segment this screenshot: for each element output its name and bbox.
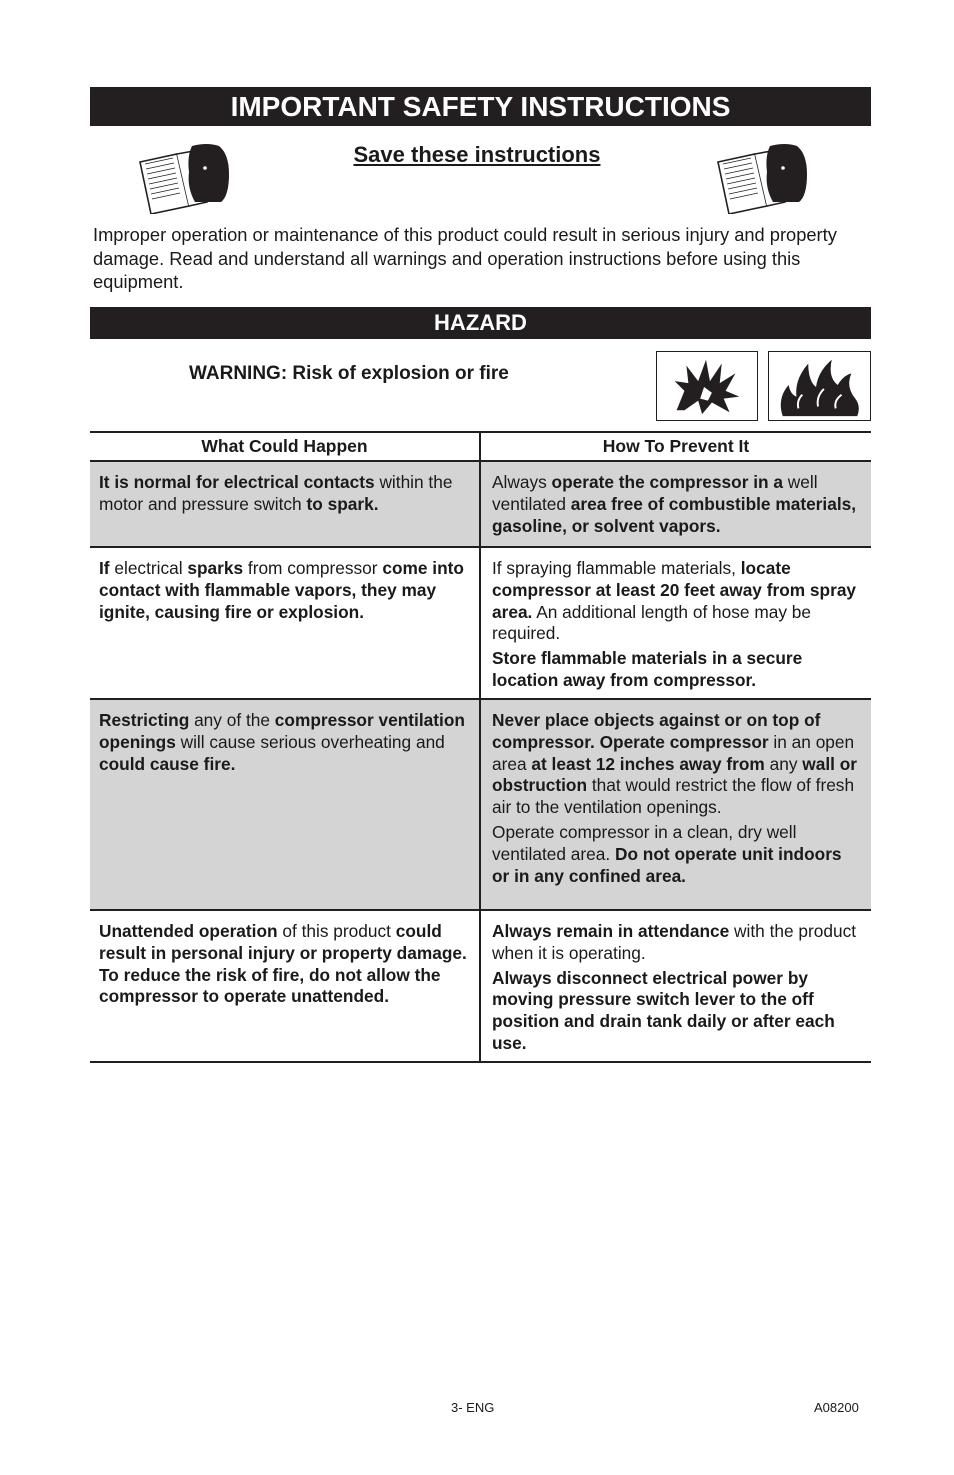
bold-text: compressor ventilation openings	[99, 710, 465, 752]
bold-text: to spark.	[306, 493, 379, 514]
how-to-prevent-cell	[480, 910, 871, 1062]
text: Operate compressor in a clean, dry well ventilated area.	[492, 821, 797, 864]
what-could-happen-cell	[90, 699, 480, 910]
text: An additional length of hose may be required.	[492, 601, 811, 644]
what-could-happen-cell	[90, 461, 480, 547]
hazard-table	[90, 431, 871, 1063]
cell-paragraph	[99, 472, 470, 516]
read-manual-icon	[715, 140, 809, 214]
bold-text: Store flammable materials in a secure location away from compressor.	[492, 648, 803, 690]
bold-text: Unattended operation	[99, 921, 278, 941]
how-to-prevent-cell	[480, 699, 871, 910]
text: any of the	[189, 710, 275, 730]
cell-paragraph	[492, 472, 862, 537]
cell-paragraph	[492, 648, 862, 692]
table-row	[90, 699, 871, 910]
cell-paragraph	[99, 710, 470, 775]
table-header-row	[90, 432, 871, 461]
flame-icon	[768, 351, 871, 421]
text: with the product when it is operating.	[492, 921, 857, 963]
text: If spraying flammable materials,	[492, 558, 741, 578]
explosion-icon	[656, 351, 758, 421]
hazard-banner: HAZARD	[90, 307, 871, 339]
page-number: 3- ENG	[451, 1400, 495, 1415]
save-instructions-heading: Save these instructions	[353, 142, 601, 167]
table-row	[90, 461, 871, 547]
bold-text: Restricting	[99, 710, 190, 730]
text: from compressor	[243, 558, 383, 578]
cell-paragraph	[492, 558, 862, 645]
bold-text: Never place objects against or on top of compressor. Operate compressor	[492, 710, 821, 752]
how-to-prevent-cell	[480, 461, 871, 547]
bold-text: at least 12 inches away from	[531, 753, 765, 774]
table-row	[90, 547, 871, 699]
table-row	[90, 910, 871, 1062]
page-title: IMPORTANT SAFETY INSTRUCTIONS	[90, 87, 871, 126]
text: of this product	[277, 921, 396, 941]
bold-text: sparks	[187, 558, 244, 578]
cell-paragraph	[99, 558, 470, 623]
cell-paragraph	[492, 710, 862, 819]
cell-paragraph	[492, 822, 862, 887]
cell-paragraph	[492, 921, 862, 965]
bold-text: area free of combustible materials, gasoline, or solvent vapors.	[492, 493, 857, 536]
bold-text: wall or obstruction	[492, 753, 858, 796]
bold-text: locate compressor at least 20 feet away from spray area.	[492, 558, 857, 622]
text: electrical	[109, 558, 188, 578]
text: Always	[492, 472, 552, 492]
document-code: A08200	[814, 1400, 859, 1415]
what-could-happen-cell	[90, 547, 480, 699]
bold-text: If	[99, 558, 110, 578]
bold-text: Do not operate unit indoors or in any confined area.	[492, 843, 842, 886]
bold-text: operate the compressor in a	[551, 472, 783, 492]
text: will cause serious overheating and	[175, 731, 445, 752]
bold-text: come into contact with flammable vapors, they may ignite, causing fire or explosion.	[99, 558, 464, 622]
intro-paragraph: Improper operation or maintenance of this product could result in serious injury and property damage. Read and understand all warnings and operation instructions before using this equipment.	[93, 224, 837, 292]
warning-text: WARNING: Risk of explosion or fire	[189, 363, 509, 384]
text: in an open area	[492, 731, 855, 774]
bold-text: could result in personal injury or property damage. To reduce the risk of fire, do not allow the compressor to operate unattended.	[99, 921, 467, 1007]
bold-text: Always disconnect electrical power by moving pressure switch lever to the off position and drain tank daily or after each use.	[492, 967, 835, 1053]
text: well ventilated	[492, 472, 818, 514]
cell-paragraph	[492, 968, 862, 1055]
text: that would restrict the flow of fresh air to the ventilation openings.	[492, 775, 855, 818]
how-to-prevent-cell	[480, 547, 871, 699]
text: any	[764, 753, 803, 774]
column-header-how-to-prevent: How To Prevent It	[480, 432, 871, 461]
bold-text: Always remain in attendance	[492, 921, 730, 941]
what-could-happen-cell	[90, 910, 480, 1062]
text: within the motor and pressure switch	[99, 472, 453, 514]
column-header-what-could-happen: What Could Happen	[90, 432, 480, 461]
cell-paragraph	[99, 921, 470, 1008]
bold-text: It is normal for electrical contacts	[99, 472, 375, 492]
bold-text: could cause fire.	[99, 753, 236, 774]
